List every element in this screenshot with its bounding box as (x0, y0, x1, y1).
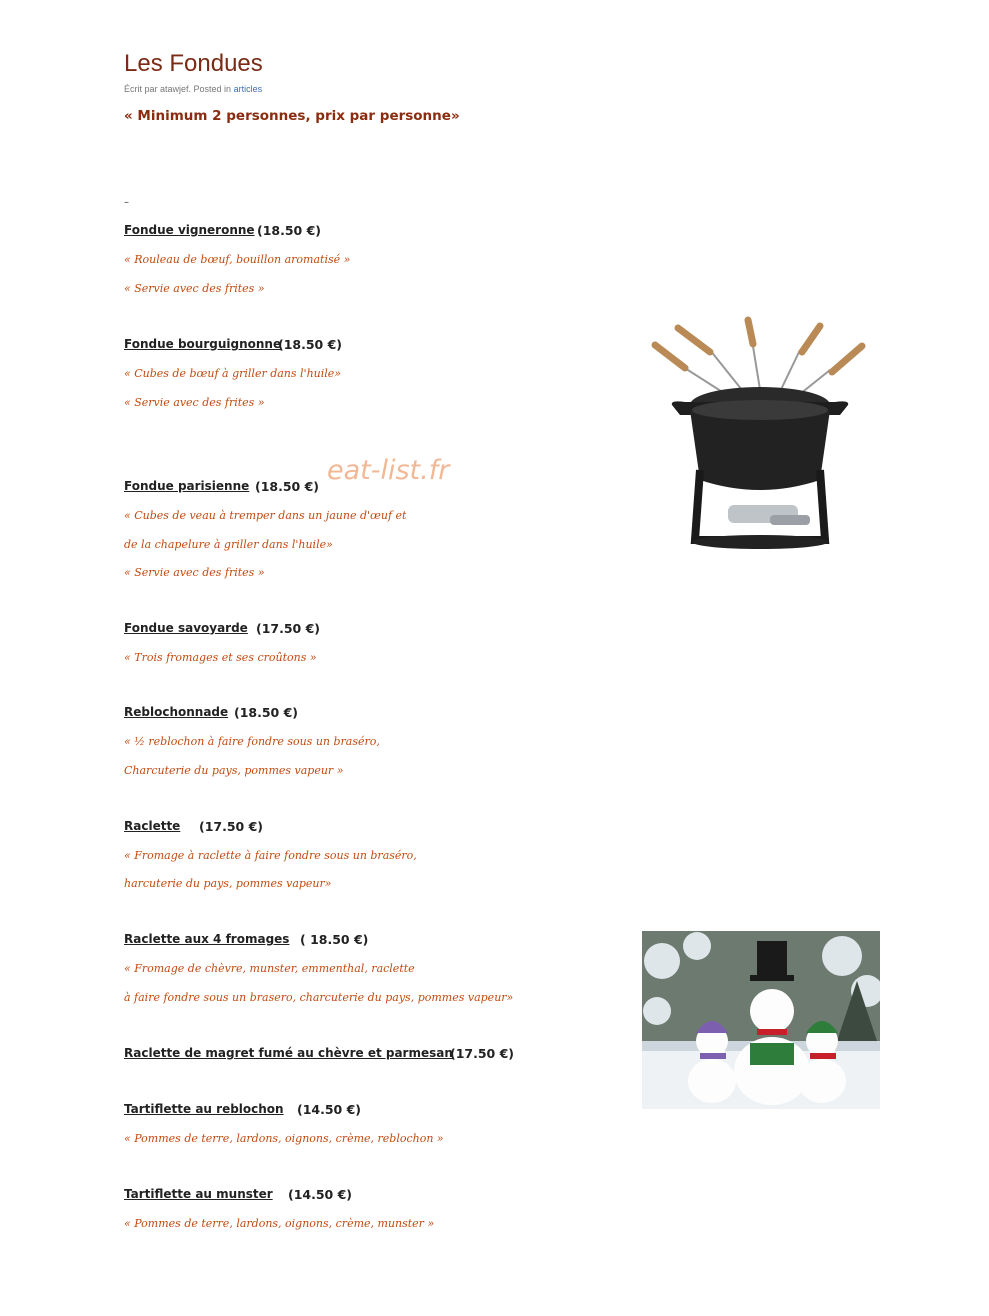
fondue-pot-image (640, 310, 885, 565)
menu-item-description: « Cubes de bœuf à griller dans l'huile» (124, 367, 342, 380)
menu-item-price: (14.50 €) (288, 1187, 353, 1202)
menu-item-name: Raclette aux 4 fromages (124, 932, 290, 946)
menu-item-price: (17.50 €) (256, 621, 321, 636)
menu-item-name: Tartiflette au reblochon (124, 1102, 284, 1116)
menu-item-description: « Servie avec des frites » (124, 396, 265, 409)
menu-item-price: (18.50 €) (257, 223, 322, 238)
menu-item-name: Fondue parisienne (124, 479, 250, 493)
menu-item-name: Fondue vigneronne (124, 223, 255, 237)
menu-item-name: Tartiflette au munster (124, 1187, 273, 1201)
menu-item-name: Reblochonnade (124, 705, 229, 719)
menu-item-description: Charcuterie du pays, pommes vapeur » (124, 764, 344, 777)
menu-item-description: « ½ reblochon à faire fondre sous un braséro, (124, 735, 380, 748)
menu-item-description: harcuterie du pays, pommes vapeur» (124, 877, 332, 890)
menu-item-description: « Trois fromages et ses croûtons » (124, 651, 317, 664)
menu-item-price: (18.50 €) (234, 705, 299, 720)
menu-item-price: ( 18.50 €) (300, 932, 369, 947)
menu-item-description: de la chapelure à griller dans l'huile» (124, 538, 333, 551)
category-link[interactable]: articles (233, 84, 263, 94)
menu-item-name: Fondue bourguignonne (124, 337, 282, 351)
menu-item-price: (18.50 €) (278, 337, 343, 352)
subtitle: « Minimum 2 personnes, prix par personne» (124, 108, 460, 124)
menu-item-name: Raclette de magret fumé au chèvre et parmesan (124, 1046, 453, 1060)
menu-item-name: Raclette (124, 819, 181, 833)
menu-item-description: « Pommes de terre, lardons, oignons, crème, munster » (124, 1217, 435, 1230)
menu-item-description: « Rouleau de bœuf, bouillon aromatisé » (124, 253, 351, 266)
menu-item-description: « Fromage de chèvre, munster, emmenthal, raclette (124, 962, 415, 975)
menu-item-description: « Pommes de terre, lardons, oignons, crème, reblochon » (124, 1132, 444, 1145)
menu-item-description: « Fromage à raclette à faire fondre sous un braséro, (124, 849, 417, 862)
menu-item-price: (17.50 €) (450, 1046, 515, 1061)
menu-item-price: (18.50 €) (255, 479, 320, 494)
separator-dash: – (124, 197, 129, 208)
watermark: eat-list.fr (327, 455, 450, 486)
menu-item-description: « Servie avec des frites » (124, 282, 265, 295)
menu-item-description: « Servie avec des frites » (124, 566, 265, 579)
menu-item-price: (17.50 €) (199, 819, 264, 834)
byline (124, 84, 262, 94)
page-title: Les Fondues (124, 50, 263, 77)
menu-item-description: à faire fondre sous un brasero, charcuterie du pays, pommes vapeur» (124, 991, 514, 1004)
menu-item-price: (14.50 €) (297, 1102, 362, 1117)
byline-text: Écrit par atawjef. Posted in (124, 84, 232, 94)
snowmen-image (642, 931, 880, 1109)
menu-item-description: « Cubes de veau à tremper dans un jaune d'œuf et (124, 509, 407, 522)
menu-item-name: Fondue savoyarde (124, 621, 248, 635)
